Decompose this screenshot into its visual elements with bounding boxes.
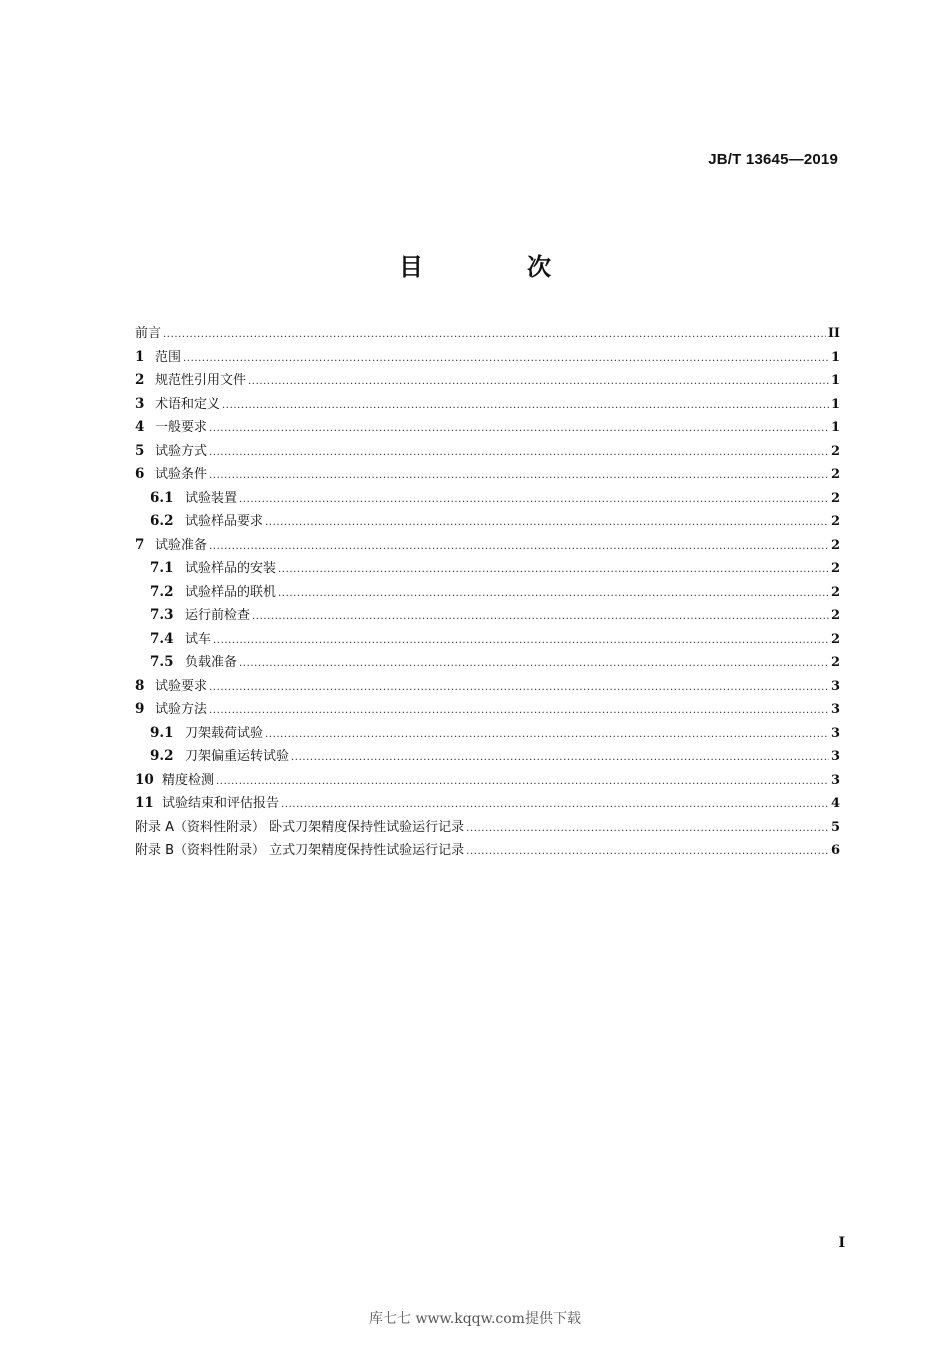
toc-entry-page: 3	[830, 725, 840, 741]
toc-entry-number: 1	[135, 348, 145, 365]
toc-entry-label: 精度检测	[162, 772, 215, 788]
toc-entry-number: 8	[135, 677, 145, 694]
toc-entry-page: 2	[830, 490, 840, 506]
toc-leader-dots	[252, 605, 829, 629]
toc-leader-dots	[216, 770, 829, 794]
toc-entry-label: 试验条件	[155, 467, 208, 482]
toc-leader-dots	[239, 652, 829, 676]
toc-entry[interactable]	[135, 463, 840, 487]
toc-entry-number: 7.2	[150, 583, 174, 600]
toc-entry-page: 3	[830, 772, 840, 788]
toc-entry-page: 2	[830, 537, 840, 553]
toc-leader-dots	[183, 347, 829, 371]
download-footer: 库七七 www.kqqw.com提供下载	[369, 1311, 581, 1327]
toc-entry-number: 2	[135, 372, 145, 388]
toc-entry[interactable]	[135, 322, 840, 346]
toc-entry-label: 试验样品的联机	[185, 584, 277, 600]
toc-leader-dots	[209, 699, 829, 723]
toc-entry-page: 2	[830, 561, 840, 576]
toc-leader-dots	[209, 417, 829, 441]
toc-leader-dots	[278, 582, 829, 606]
toc-leader-dots	[265, 723, 829, 747]
toc-entry-number: 7.5	[150, 654, 174, 670]
toc-entry-label: 试验结束和评估报告	[162, 796, 280, 811]
toc-entry-page: 1	[830, 420, 840, 435]
toc-entry-label: 试验样品要求	[185, 514, 264, 529]
standard-code: JB/T 13645—2019	[708, 151, 838, 168]
toc-entry[interactable]	[135, 816, 840, 840]
toc-entry-label: 试验要求	[155, 678, 208, 694]
toc-entry-page: 2	[830, 655, 840, 670]
toc-entry-label: 试验准备	[155, 537, 208, 553]
toc-entry[interactable]	[135, 769, 840, 793]
toc-entry-label: 附录 A（资料性附录） 卧式刀架精度保持性试验运行记录	[135, 819, 465, 835]
toc-entry[interactable]	[135, 487, 840, 511]
toc-leader-dots	[265, 511, 829, 535]
toc-entry[interactable]	[135, 440, 840, 464]
toc-entry-number: 7.4	[150, 630, 174, 647]
toc-leader-dots	[248, 370, 829, 394]
toc-entry-number: 7	[135, 536, 145, 553]
toc-entry-label: 术语和定义	[155, 396, 221, 412]
toc-entry-page: 2	[830, 584, 840, 600]
toc-entry-number: 5	[135, 442, 145, 459]
toc-leader-dots	[209, 464, 829, 488]
toc-entry-page: 1	[830, 349, 840, 365]
toc-entry-page: 2	[830, 514, 840, 529]
toc-entry-page: 2	[830, 443, 840, 459]
toc-entry-number: 6.1	[150, 489, 174, 506]
toc-entry-label: 一般要求	[155, 420, 208, 435]
toc-entry[interactable]	[135, 792, 840, 816]
toc-leader-dots	[278, 558, 829, 582]
toc-leader-dots	[213, 629, 829, 653]
page-title: 目 次	[399, 253, 591, 281]
toc-entry[interactable]	[135, 393, 840, 417]
page-number: I	[838, 1235, 845, 1251]
toc-leader-dots	[163, 323, 826, 347]
toc-entry-page: 4	[830, 796, 840, 811]
toc-entry-label: 范围	[155, 349, 182, 365]
toc-leader-dots	[466, 840, 829, 864]
toc-entry-number: 7.1	[150, 560, 174, 576]
toc-entry-label: 试验方法	[155, 702, 208, 717]
toc-entry[interactable]	[135, 369, 840, 393]
toc-entry[interactable]	[135, 675, 840, 699]
toc-leader-dots	[222, 394, 829, 418]
toc-entry-page: 2	[830, 631, 840, 647]
toc-entry[interactable]	[135, 416, 840, 440]
toc-entry-page: 1	[830, 373, 840, 388]
toc-entry-label: 附录 B（资料性附录） 立式刀架精度保持性试验运行记录	[135, 843, 465, 858]
toc-entry-page: 3	[830, 678, 840, 694]
toc-entry-label: 刀架载荷试验	[185, 725, 264, 741]
toc-leader-dots	[281, 793, 829, 817]
toc-entry-number: 9	[135, 701, 145, 717]
toc-entry[interactable]	[135, 651, 840, 675]
toc-entry-number: 10	[135, 771, 154, 788]
toc-entry-number: 4	[135, 419, 145, 435]
table-of-contents	[135, 322, 840, 863]
toc-entry[interactable]	[135, 745, 840, 769]
toc-leader-dots	[239, 488, 829, 512]
toc-entry[interactable]	[135, 698, 840, 722]
toc-leader-dots	[466, 817, 829, 841]
toc-entry[interactable]	[135, 510, 840, 534]
toc-entry-page: 3	[830, 702, 840, 717]
toc-entry-label: 规范性引用文件	[155, 373, 247, 388]
toc-entry-page: 2	[830, 467, 840, 482]
toc-entry[interactable]	[135, 839, 840, 863]
toc-entry[interactable]	[135, 628, 840, 652]
toc-entry-label: 负载准备	[185, 655, 238, 670]
toc-leader-dots	[209, 676, 829, 700]
toc-entry-page: 1	[830, 396, 840, 412]
toc-leader-dots	[209, 441, 829, 465]
toc-entry-label: 试验方式	[155, 443, 208, 459]
toc-entry-number: 3	[135, 395, 145, 412]
toc-entry[interactable]	[135, 722, 840, 746]
toc-entry-page: 3	[830, 749, 840, 764]
toc-entry-page: 2	[830, 608, 840, 623]
toc-entry-page: 5	[830, 819, 840, 835]
toc-entry-label: 运行前检查	[185, 608, 251, 623]
toc-entry-label: 试验装置	[185, 490, 238, 506]
toc-entry[interactable]	[135, 581, 840, 605]
toc-entry[interactable]	[135, 604, 840, 628]
toc-entry-number: 7.3	[150, 607, 174, 623]
toc-entry-number: 11	[135, 795, 154, 811]
toc-entry-number: 9.2	[150, 748, 174, 764]
toc-entry-label: 试车	[185, 631, 212, 647]
toc-entry[interactable]	[135, 534, 840, 558]
toc-leader-dots	[209, 535, 829, 559]
toc-entry-label: 试验样品的安装	[185, 561, 277, 576]
toc-entry-label: 刀架偏重运转试验	[185, 749, 290, 764]
toc-entry-number: 6	[135, 466, 145, 482]
toc-entry-page: II	[827, 326, 840, 341]
toc-entry[interactable]	[135, 346, 840, 370]
toc-leader-dots	[291, 746, 829, 770]
toc-entry-number: 9.1	[150, 724, 174, 741]
toc-entry-page: 6	[830, 843, 840, 858]
toc-entry-label: 前言	[135, 326, 162, 341]
toc-entry-number: 6.2	[150, 513, 174, 529]
toc-entry[interactable]	[135, 557, 840, 581]
